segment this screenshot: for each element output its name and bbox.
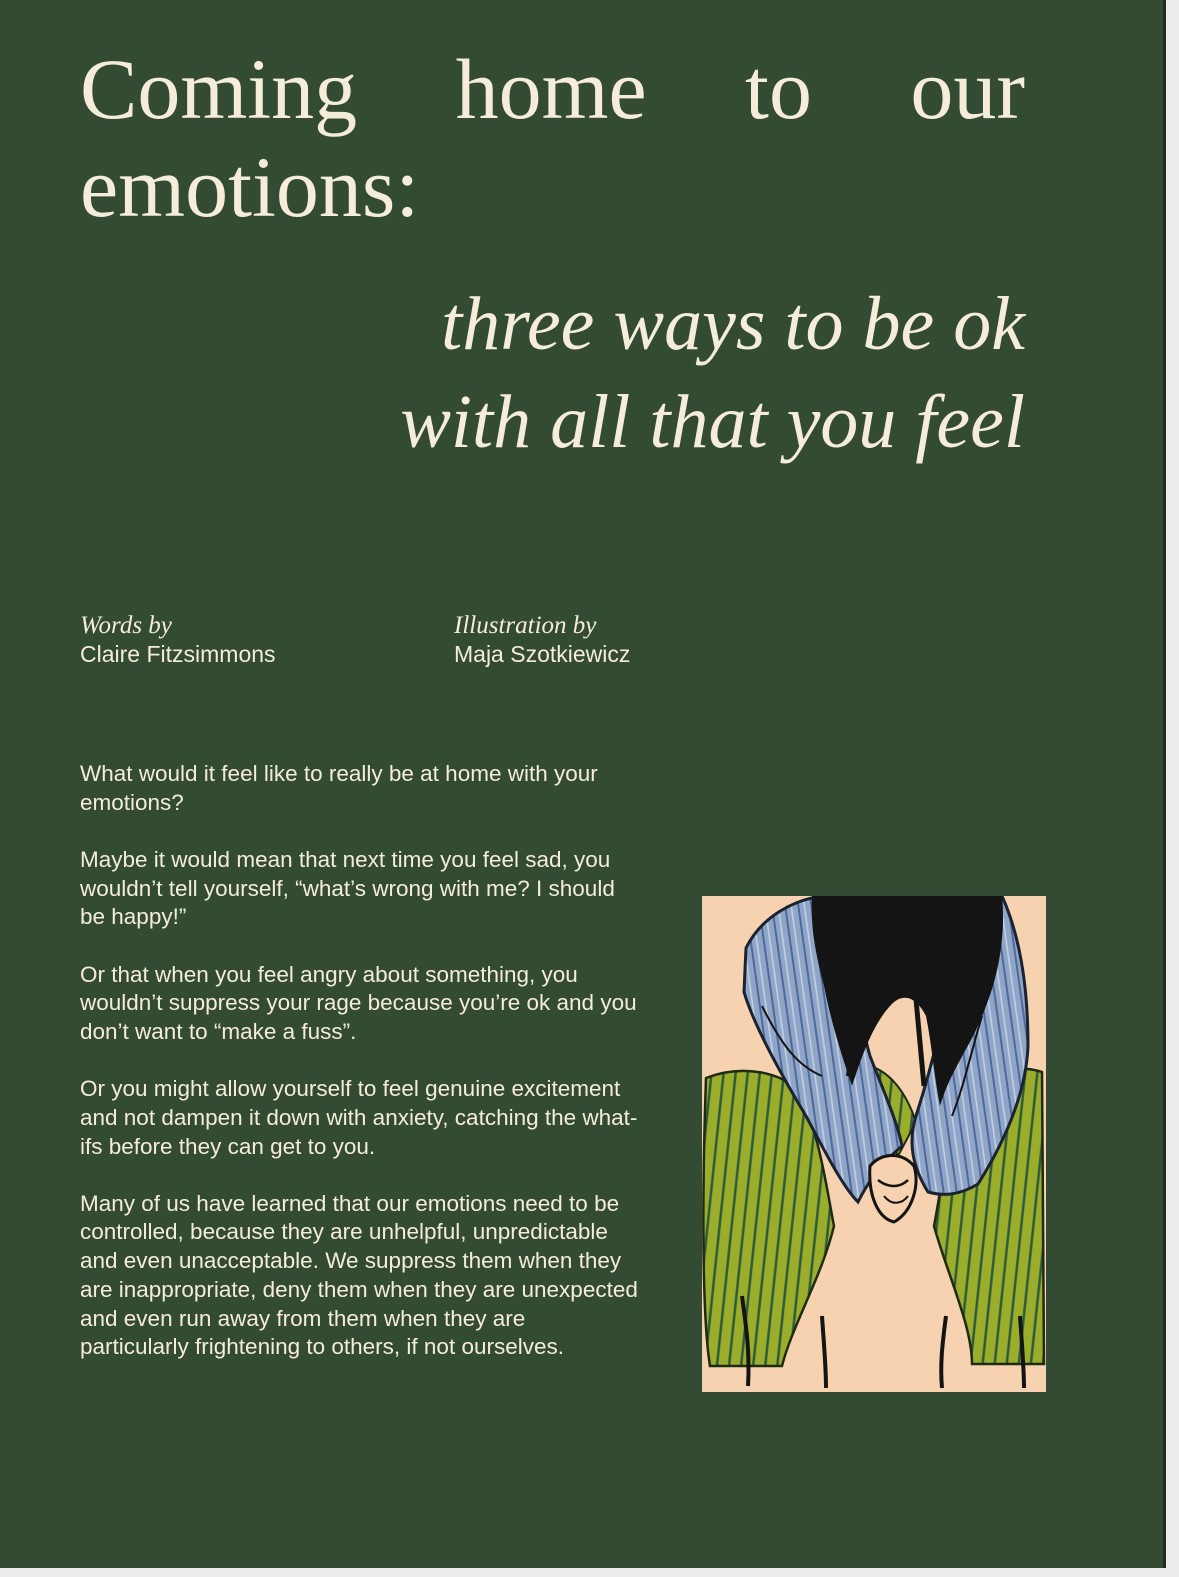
figure-illustration: [702, 896, 1046, 1392]
body-paragraph: Maybe it would mean that next time you feel sad, you wouldn’t tell yourself, “what’s wrong with me? I should be happy!”: [80, 846, 615, 930]
body-paragraph: Or you might allow yourself to feel genuine excitement and not dampen it down with anxiety, catching the what-ifs before they can get to you.: [80, 1076, 638, 1159]
title-line-1: [80, 40, 1025, 138]
illustration-by-label: Illustration by: [454, 612, 597, 639]
words-credit: [80, 612, 276, 668]
title-word: Coming: [80, 41, 358, 137]
title-word: our: [910, 41, 1025, 137]
article-subtitle: [200, 275, 1025, 471]
words-by-label: Words by: [80, 612, 172, 639]
author-name: Claire Fitzsimmons: [80, 641, 276, 667]
article-body: [80, 760, 640, 1390]
article-title: [80, 40, 1025, 236]
subtitle-line-1: three ways to be ok: [441, 282, 1025, 366]
body-paragraph: Many of us have learned that our emotions need to be controlled, because they are unhelpful, unpredictable and even unacceptable. We suppress them when they are inappropriate, deny them when they are unexpected and even run away from them when they are particularly frightening to others, if not ourselves.: [80, 1190, 638, 1360]
body-paragraph: What would it feel like to really be at home with your emotions?: [80, 761, 598, 815]
title-word: to: [745, 41, 812, 137]
body-paragraph: Or that when you feel angry about something, you wouldn’t suppress your rage because you’re ok and you don’t want to “make a fuss”.: [80, 961, 637, 1044]
figure-illustration-icon: [702, 896, 1046, 1392]
subtitle-line-2: with all that you feel: [400, 380, 1025, 464]
illustration-credit: [454, 612, 630, 668]
title-word: home: [455, 41, 647, 137]
illustrator-name: Maja Szotkiewicz: [454, 641, 631, 667]
page-edge: [1163, 0, 1166, 1568]
title-line-2: emotions:: [80, 139, 420, 235]
